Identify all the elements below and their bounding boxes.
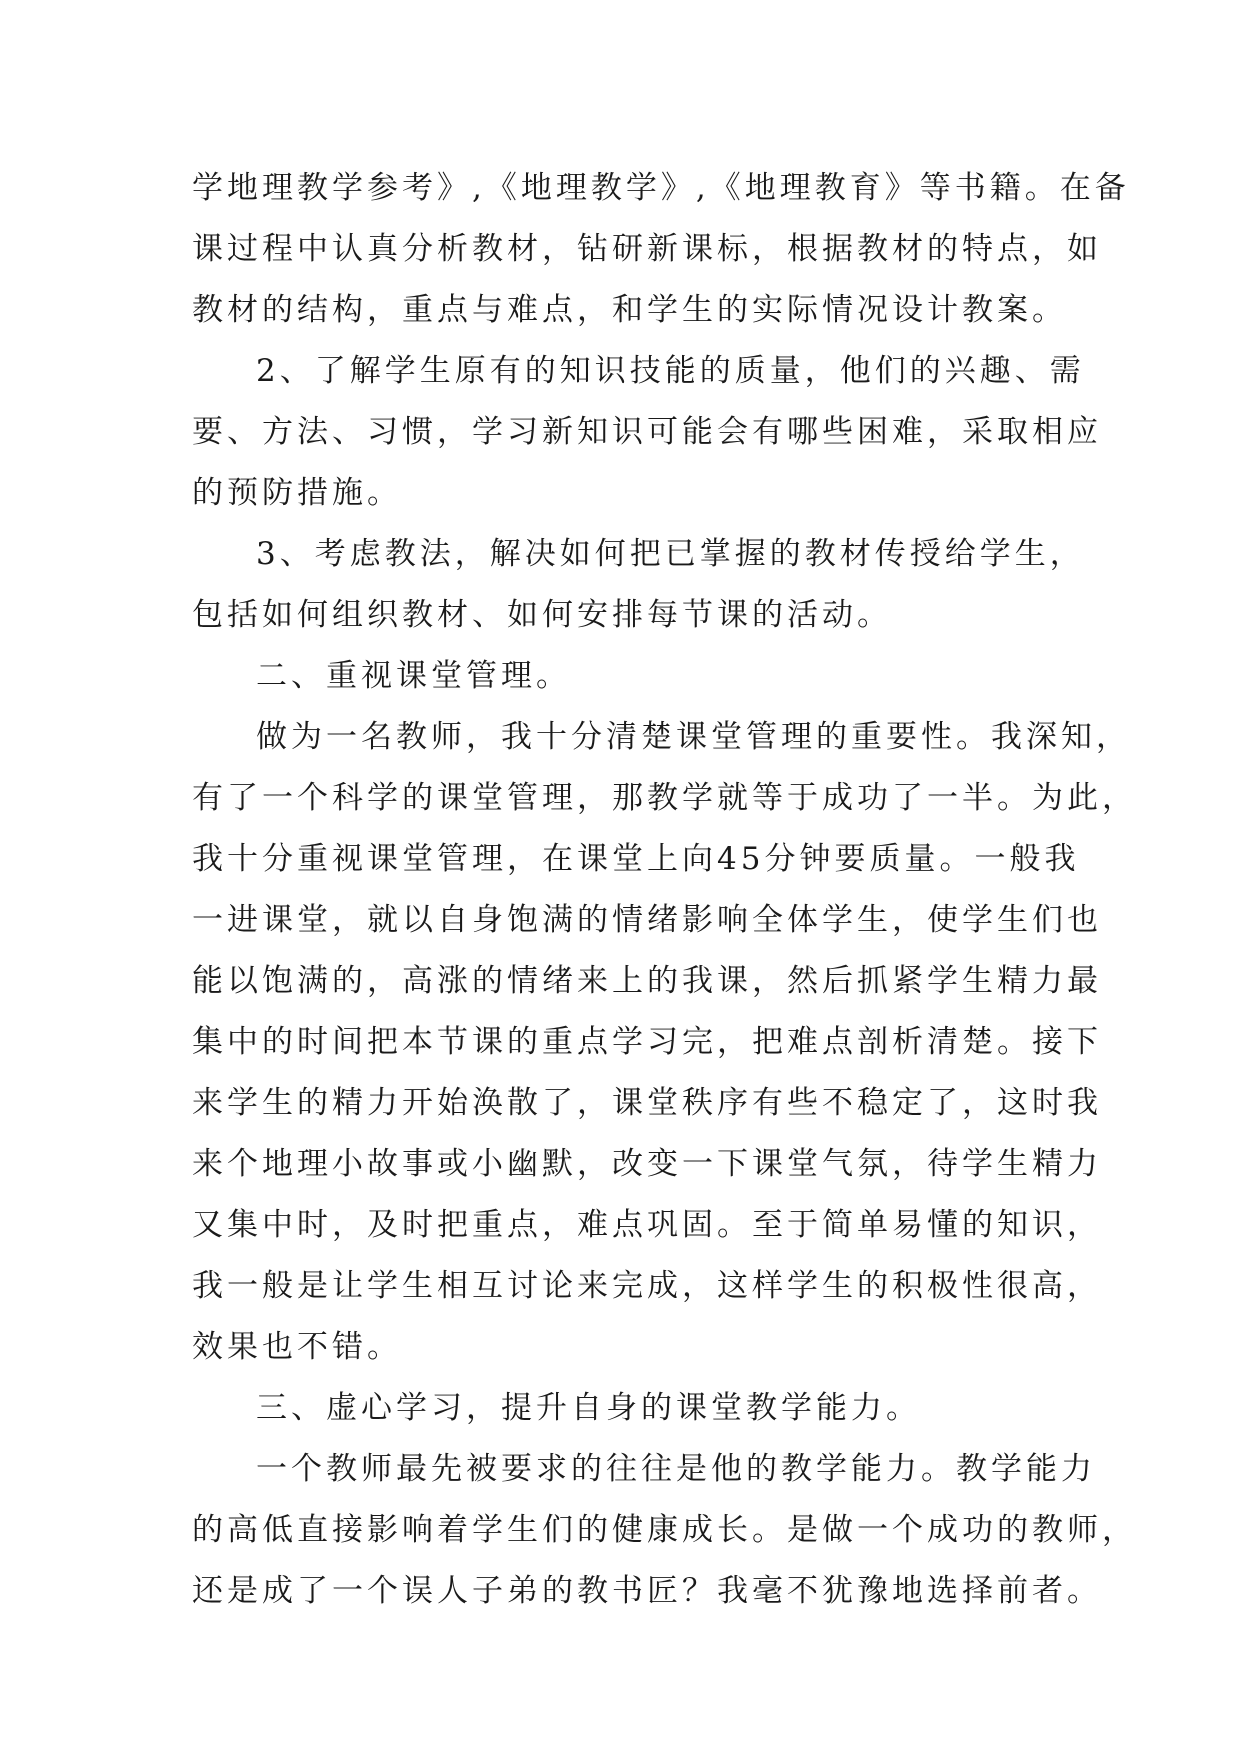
- text-line: 教材的结构，重点与难点，和学生的实际情况设计教案。: [192, 292, 1067, 328]
- text-line: 有了一个科学的课堂管理，那教学就等于成功了一半。为此，: [192, 780, 1137, 816]
- text-line: 还是成了一个误人子弟的教书匠？我毫不犹豫地选择前者。: [192, 1573, 1102, 1609]
- paragraph-first-line: 做为一名教师，我十分清楚课堂管理的重要性。我深知，: [256, 719, 1131, 755]
- text-line: 来个地理小故事或小幽默，改变一下课堂气氛，待学生精力: [192, 1146, 1102, 1182]
- text-line: 我十分重视课堂管理，在课堂上向45分钟要质量。一般我: [192, 841, 1080, 877]
- text-line: 集中的时间把本节课的重点学习完，把难点剖析清楚。接下: [192, 1024, 1102, 1060]
- body-text: [192, 158, 1137, 1622]
- text-line: 我一般是让学生相互讨论来完成，这样学生的积极性很高，: [192, 1268, 1102, 1304]
- text-line: 包括如何组织教材、如何安排每节课的活动。: [192, 597, 892, 633]
- text-line: 一进课堂，就以自身饱满的情绪影响全体学生，使学生们也: [192, 902, 1102, 938]
- text-line: 的预防措施。: [192, 475, 402, 511]
- text-line: 又集中时，及时把重点，难点巩固。至于简单易懂的知识，: [192, 1207, 1102, 1243]
- text-line: 学地理教学参考》,《地理教学》,《地理教育》等书籍。在备: [192, 170, 1130, 206]
- text-line: 来学生的精力开始涣散了，课堂秩序有些不稳定了，这时我: [192, 1085, 1102, 1121]
- text-line: 能以饱满的，高涨的情绪来上的我课，然后抓紧学生精力最: [192, 963, 1102, 999]
- paragraph-first-line: 3、考虑教法，解决如何把已掌握的教材传授给学生，: [256, 536, 1085, 572]
- text-line: 的高低直接影响着学生们的健康成长。是做一个成功的教师，: [192, 1512, 1137, 1548]
- text-line: 要、方法、习惯，学习新知识可能会有哪些困难，采取相应: [192, 414, 1102, 450]
- section-heading: 二、重视课堂管理。: [256, 658, 571, 694]
- paragraph-first-line: 2、了解学生原有的知识技能的质量，他们的兴趣、需: [256, 353, 1085, 389]
- text-line: 效果也不错。: [192, 1329, 402, 1365]
- paragraph-first-line: 一个教师最先被要求的往往是他的教学能力。教学能力: [256, 1451, 1096, 1487]
- text-line: 课过程中认真分析教材，钻研新课标，根据教材的特点，如: [192, 231, 1102, 267]
- section-heading: 三、虚心学习，提升自身的课堂教学能力。: [256, 1390, 921, 1426]
